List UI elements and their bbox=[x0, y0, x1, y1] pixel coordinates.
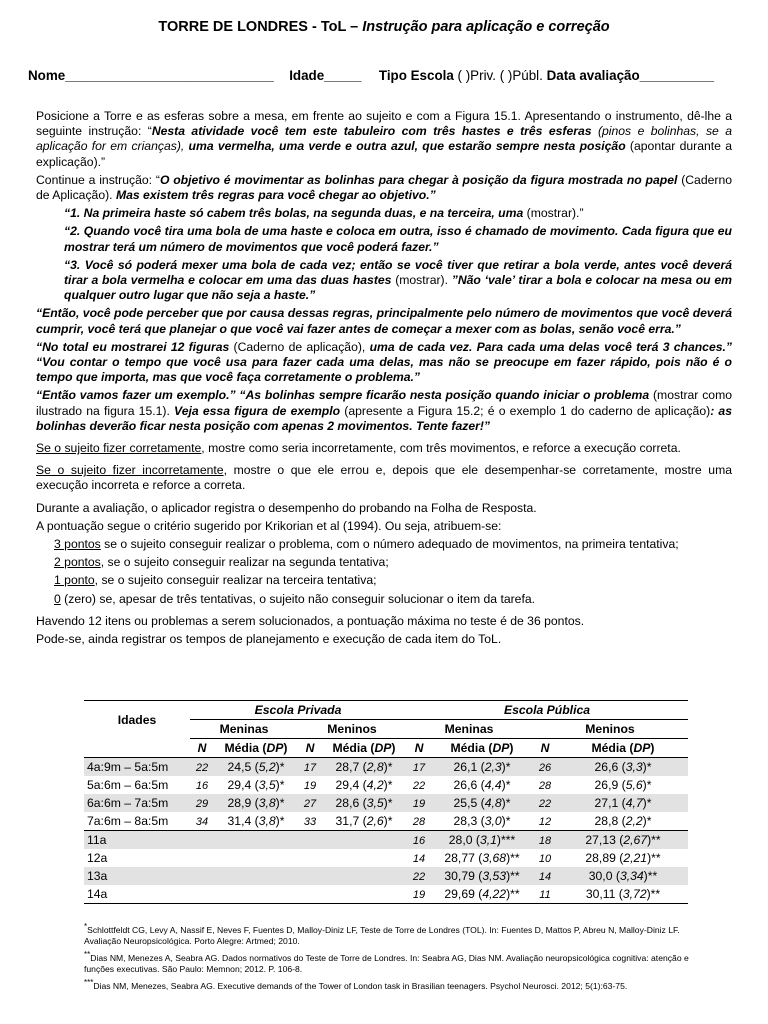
paragraph: Continue a instrução: “O objetivo é movimentar as bolinhas para chegar à posição da figura mostrada no papel (Caderno de Aplicação). Mas existem três regras para você chegar ao objetivo.” bbox=[36, 172, 733, 203]
list-item: 1 ponto, se o sujeito conseguir realizar na terceira tentativa; bbox=[54, 573, 377, 588]
table-row bbox=[84, 812, 688, 831]
norms-table bbox=[84, 700, 688, 904]
header-meninos: Meninos bbox=[532, 720, 688, 739]
n-cell: 19 bbox=[303, 779, 317, 792]
age-cell: 14a bbox=[87, 887, 108, 901]
paragraph: “Então vamos fazer um exemplo.” “As bolinhas sempre ficarão nesta posição quando iniciar o problema (mostrar como ilustrado na figura 15.1). Veja essa figura de exemplo (apresente a Figura 15.2; é o exemplo 1 do caderno de aplicação): as bolinhas deverão ficar nesta posição com apenas 2 movimentos. Tente fazer!” bbox=[36, 388, 732, 433]
paragraph: “No total eu mostrarei 12 figuras (Caderno de aplicação), uma de cada vez. Para cada uma delas você terá 3 chances.” “Vou contar o tempo que você usa para fazer cada uma delas, mas não se preocupe em fazer rápido, pois não é o tempo que importa, mas que você faça corretamente o problema.” bbox=[36, 339, 732, 385]
n-cell: 16 bbox=[195, 779, 209, 792]
age-cell: 4a:9m – 5a:5m bbox=[84, 758, 190, 777]
n-cell: 28 bbox=[538, 779, 552, 792]
n-cell: 33 bbox=[303, 815, 317, 828]
n-cell bbox=[298, 831, 322, 850]
media-dp-cell: 25,5 (4,8)* bbox=[432, 794, 532, 812]
media-dp-cell bbox=[322, 867, 406, 885]
idade-field[interactable]: Idade_____ bbox=[289, 68, 362, 83]
media-dp-cell: 30,79 (3,53)** bbox=[432, 867, 532, 885]
n-cell bbox=[190, 849, 214, 867]
paragraph: A pontuação segue o critério sugerido por Krikorian et al (1994). Ou seja, atribuem-se: bbox=[36, 518, 502, 533]
rule-2: “2. Quando você tira uma bola de uma haste e coloca em outra, isso é chamado de movimento. Cada figura que eu mostrar terá um número de movimentos que você poderá fazer.” bbox=[64, 224, 732, 254]
n-cell bbox=[190, 867, 214, 885]
table-row bbox=[84, 758, 688, 777]
n-cell: 11 bbox=[539, 888, 551, 901]
paragraph: Durante a avaliação, o aplicador registra o desempenho do probando na Folha de Resposta. bbox=[36, 500, 537, 515]
n-cell bbox=[190, 831, 214, 850]
n-cell: 34 bbox=[195, 815, 209, 828]
n-cell: 22 bbox=[190, 758, 214, 777]
media-dp-cell: 28,7 (2,8)* bbox=[322, 758, 406, 777]
age-cell: 11a bbox=[84, 831, 190, 850]
table-row bbox=[84, 831, 688, 850]
paragraph: Se o sujeito fizer corretamente, mostre como seria incorretamente, com três movimentos, e reforce a execução correta. bbox=[36, 441, 681, 456]
media-dp-cell: 29,4 (3,5)* bbox=[227, 778, 285, 792]
list-item: 2 pontos, se o sujeito conseguir realizar na segunda tentativa; bbox=[54, 555, 389, 570]
header-idades: Idades bbox=[117, 712, 157, 727]
n-cell bbox=[298, 885, 322, 904]
paragraph: Pode-se, ainda registrar os tempos de planejamento e execução de cada item do ToL. bbox=[36, 632, 502, 647]
n-cell bbox=[190, 885, 214, 904]
media-dp-cell bbox=[322, 849, 406, 867]
footnote: ***Dias NM, Menezes, Seabra AG. Executive demands of the Tower of London task in Brasilian teenagers. Psychol Neurosci. 2012; 5(1):63-75. bbox=[84, 977, 628, 991]
header-escola-publica: Escola Pública bbox=[406, 701, 688, 720]
nome-field[interactable]: Nome____________________________ bbox=[28, 68, 274, 83]
media-dp-cell: 28,8 (2,2)* bbox=[594, 814, 652, 828]
media-dp-cell bbox=[214, 849, 298, 867]
footnotes bbox=[84, 921, 696, 994]
media-dp-cell bbox=[322, 831, 406, 850]
rule-3: “3. Você só poderá mexer uma bola de cada vez; então se você tiver que retirar a bola verde, antes você deverá tirar a bola vermelha e colocar em uma das duas hastes (mostrar). ”Não ‘vale’ tirar a bola e colocar na mesa ou em qualquer outro lugar que não seja a haste.” bbox=[64, 257, 732, 303]
media-dp-cell: 28,3 (3,0)* bbox=[453, 814, 511, 828]
media-dp-cell: 28,89 (2,21)** bbox=[585, 851, 661, 865]
n-cell bbox=[298, 849, 322, 867]
media-dp-cell bbox=[322, 885, 406, 904]
age-cell: 6a:6m – 7a:5m bbox=[84, 794, 190, 812]
paragraph: “Então, você pode perceber que por causa dessas regras, principalmente pelo número de movimentos que você deverá cumprir, você terá que planejar o que você vai fazer antes de começar a mexer com as bolas, senão você erra.” bbox=[36, 306, 732, 336]
media-dp-cell: 31,7 (2,6)* bbox=[335, 814, 393, 828]
instructions bbox=[36, 109, 732, 650]
header-media: Média (DP) bbox=[591, 741, 655, 755]
paragraph: Posicione a Torre e as esferas sobre a mesa, em frente ao sujeito e com a Figura 15.1. Apresentando o instrumento, dê-lhe a seguinte instrução: “Nesta atividade você tem este tabuleiro com três hastes e três esferas (pinos e bolinhas, se a aplicação for em crianças), uma vermelha, uma verde e outra azul, que estarão sempre nesta posição (apontar durante a explicação).” bbox=[36, 109, 733, 169]
n-cell: 14 bbox=[412, 852, 426, 865]
n-cell bbox=[298, 867, 322, 885]
n-cell: 22 bbox=[412, 779, 426, 792]
media-dp-cell bbox=[214, 885, 298, 904]
header-media: Média (DP) bbox=[224, 741, 288, 755]
n-cell: 10 bbox=[538, 852, 552, 865]
media-dp-cell: 28,0 (3,1)*** bbox=[432, 831, 532, 850]
age-cell: 5a:6m – 6a:5m bbox=[87, 778, 169, 792]
media-dp-cell: 30,11 (3,72)** bbox=[585, 887, 661, 901]
age-cell: 7a:6m – 8a:5m bbox=[87, 814, 169, 828]
paragraph: Se o sujeito fizer incorretamente, mostre o que ele errou e, depois que ele desempenhar-se corretamente, mostre uma execução incorreta e reforce a correta. bbox=[36, 463, 732, 493]
table-row bbox=[84, 885, 688, 904]
header-media: Média (DP) bbox=[332, 741, 396, 755]
media-dp-cell: 26,6 (4,4)* bbox=[453, 778, 511, 792]
media-dp-cell bbox=[214, 867, 298, 885]
n-cell: 17 bbox=[298, 758, 322, 777]
media-dp-cell: 26,1 (2,3)* bbox=[432, 758, 532, 777]
media-dp-cell: 30,0 (3,34)** bbox=[558, 867, 688, 885]
media-dp-cell: 31,4 (3,8)* bbox=[227, 814, 285, 828]
header-meninas: Meninas bbox=[190, 720, 298, 739]
n-cell: 19 bbox=[412, 888, 426, 901]
header-meninos: Meninos bbox=[298, 720, 406, 739]
age-cell: 12a bbox=[87, 851, 108, 865]
media-dp-cell: 29,69 (4,22)** bbox=[444, 887, 520, 901]
data-avaliacao-field[interactable]: Data avaliação__________ bbox=[546, 68, 715, 83]
age-cell: 13a bbox=[84, 867, 190, 885]
n-cell: 29 bbox=[190, 794, 214, 812]
media-dp-cell: 28,9 (3,8)* bbox=[214, 794, 298, 812]
footnote: **Dias NM, Menezes A, Seabra AG. Dados normativos do Teste de Torre de Londres. In: Seabra AG, Dias NM. Avaliação neuropsicológica cognitiva: atenção e funções executivas. São Paulo: Memnon; 2012. P. 106-8. bbox=[84, 949, 689, 974]
media-dp-cell: 26,9 (5,6)* bbox=[594, 778, 652, 792]
header-media: Média (DP) bbox=[450, 741, 514, 755]
media-dp-cell: 26,6 (3,3)* bbox=[558, 758, 688, 777]
paragraph: Havendo 12 itens ou problemas a serem solucionados, a pontuação máxima no teste é de 36 pontos. bbox=[36, 613, 585, 628]
header-n: N bbox=[414, 741, 424, 755]
header-meninas: Meninas bbox=[406, 720, 532, 739]
form-header bbox=[28, 68, 746, 83]
table-row bbox=[84, 867, 688, 885]
n-cell: 22 bbox=[532, 794, 558, 812]
n-cell: 19 bbox=[406, 794, 432, 812]
n-cell: 17 bbox=[406, 758, 432, 777]
n-cell: 18 bbox=[532, 831, 558, 850]
n-cell: 26 bbox=[532, 758, 558, 777]
n-cell: 27 bbox=[298, 794, 322, 812]
header-n: N bbox=[197, 741, 207, 755]
header-escola-privada: Escola Privada bbox=[190, 701, 406, 720]
n-cell: 16 bbox=[406, 831, 432, 850]
tipo-escola-options[interactable]: ( )Priv. ( )Públ. bbox=[457, 68, 543, 83]
header-n: N bbox=[540, 741, 550, 755]
media-dp-cell: 27,1 (4,7)* bbox=[558, 794, 688, 812]
table-row bbox=[84, 776, 688, 794]
list-item: 0 (zero) se, apesar de três tentativas, o sujeito não conseguir solucionar o item da tarefa. bbox=[54, 591, 535, 606]
media-dp-cell: 27,13 (2,67)** bbox=[558, 831, 688, 850]
media-dp-cell: 28,77 (3,68)** bbox=[444, 851, 520, 865]
n-cell: 14 bbox=[532, 867, 558, 885]
footnote: *Schlottfeldt CG, Levy A, Nassif E, Neves F, Fuentes D, Malloy-Diniz LF, Teste de Torre de Londres (TOL). In: Fuentes D, Mattos P, Abreu N, Malloy-Diniz LF. Avaliação Neuropsicológica. Porto Alegre: Artmed; 2010. bbox=[84, 922, 680, 946]
tipo-escola-label: Tipo Escola bbox=[378, 68, 454, 83]
list-item: 3 pontos se o sujeito conseguir realizar o problema, com o número adequado de movimentos, na primeira tentativa; bbox=[54, 537, 679, 552]
table-row bbox=[84, 794, 688, 812]
media-dp-cell bbox=[214, 831, 298, 850]
media-dp-cell: 24,5 (5,2)* bbox=[214, 758, 298, 777]
media-dp-cell: 29,4 (4,2)* bbox=[335, 778, 393, 792]
n-cell: 22 bbox=[406, 867, 432, 885]
media-dp-cell: 28,6 (3,5)* bbox=[322, 794, 406, 812]
table-row bbox=[84, 849, 688, 867]
page-title: TORRE DE LONDRES - ToL – Instrução para aplicação e correção bbox=[158, 19, 610, 35]
n-cell: 12 bbox=[538, 815, 552, 828]
n-cell: 28 bbox=[412, 815, 426, 828]
header-n: N bbox=[305, 741, 315, 755]
rule-1: “1. Na primeira haste só cabem três bolas, na segunda duas, e na terceira, uma (mostrar).” bbox=[64, 206, 584, 221]
